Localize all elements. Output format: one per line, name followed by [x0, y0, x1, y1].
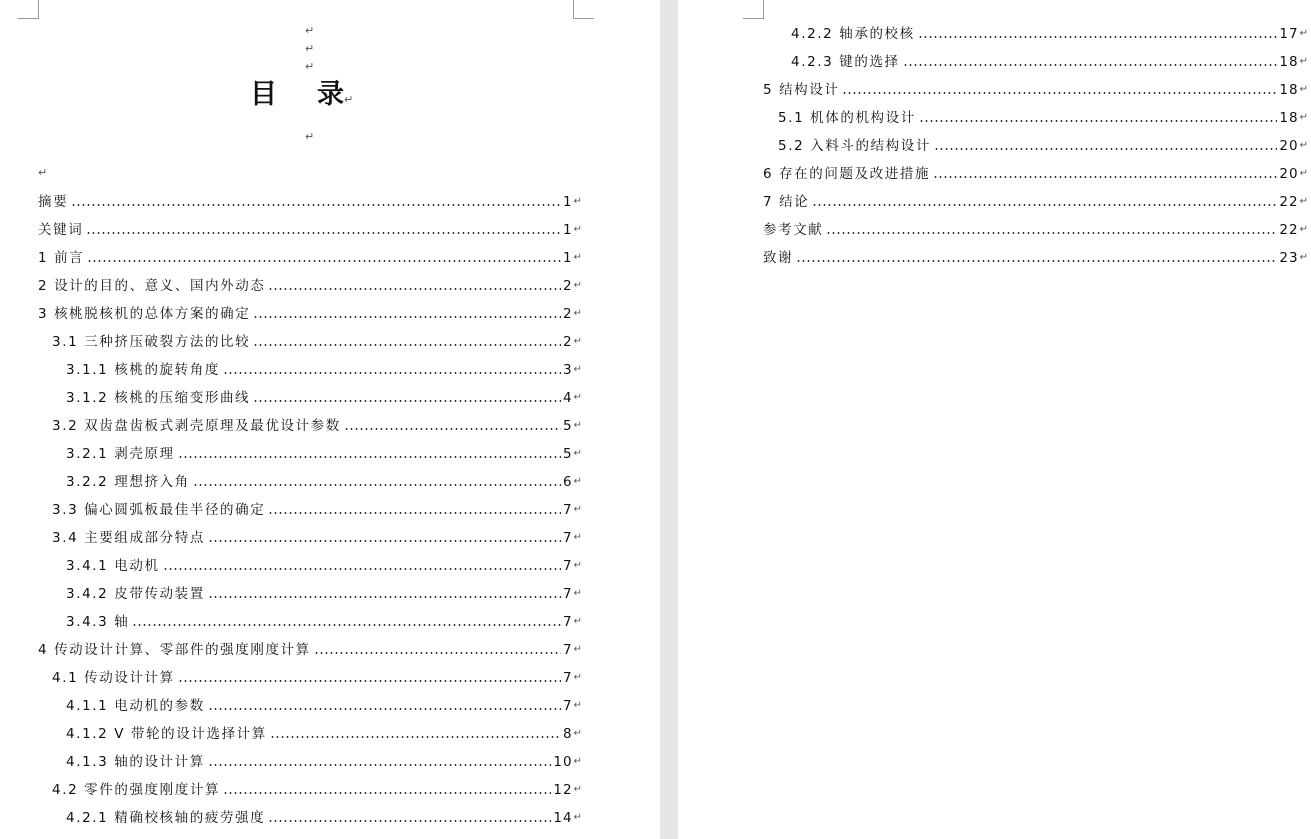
toc-dot-leader — [71, 203, 561, 207]
toc-entry[interactable] — [52, 501, 582, 519]
toc-entry-title: 3.4.2 皮带传动装置 — [66, 586, 205, 602]
toc-entry[interactable] — [38, 305, 582, 323]
toc-entry-page-number: 7 — [563, 642, 573, 658]
toc-entry-title: 3 核桃脱核机的总体方案的确定 — [38, 306, 251, 322]
toc-dot-leader — [268, 511, 561, 515]
toc-entry-title: 3.2.1 剥壳原理 — [66, 446, 175, 462]
paragraph-mark: ↵ — [573, 672, 582, 683]
toc-entry-page-number: 20 — [1279, 138, 1299, 154]
toc-entry-page-number: 2 — [563, 334, 573, 350]
toc-entry-title: 参考文献 — [763, 222, 824, 238]
paragraph-mark: ↵ — [573, 364, 582, 375]
paragraph-mark: ↵ — [573, 644, 582, 655]
paragraph-mark: ↵ — [573, 448, 582, 459]
toc-entry-page-number: 7 — [563, 530, 573, 546]
toc-title — [250, 78, 353, 117]
paragraph-mark: ↵ — [573, 700, 582, 711]
toc-entry[interactable] — [38, 641, 582, 659]
paragraph-mark: ↵ — [573, 336, 582, 347]
toc-entry[interactable] — [66, 725, 582, 743]
toc-entry-page-number: 7 — [563, 614, 573, 630]
toc-entry-page-number: 7 — [563, 698, 573, 714]
toc-entry[interactable] — [763, 221, 1308, 239]
paragraph-mark: ↵ — [573, 560, 582, 571]
toc-entry[interactable] — [66, 613, 582, 631]
toc-entry-page-number: 5 — [563, 446, 573, 462]
toc-entry-title: 致谢 — [763, 250, 794, 266]
toc-title-char: 录 — [317, 79, 344, 110]
toc-entry-title: 4 传动设计计算、零部件的强度刚度计算 — [38, 642, 311, 658]
toc-dot-leader — [223, 371, 561, 375]
toc-entry-title: 摘要 — [38, 194, 69, 210]
toc-entry[interactable] — [763, 193, 1308, 211]
toc-entry-title: 3.4 主要组成部分特点 — [52, 530, 205, 546]
paragraph-mark: ↵ — [1299, 84, 1308, 95]
toc-dot-leader — [268, 819, 551, 823]
toc-dot-leader — [208, 763, 552, 767]
toc-dot-leader — [826, 231, 1277, 235]
toc-dot-leader — [268, 287, 561, 291]
toc-entry-page-number: 3 — [563, 362, 573, 378]
toc-entry-page-number: 22 — [1279, 194, 1299, 210]
toc-dot-leader — [919, 119, 1278, 123]
paragraph-mark: ↵ — [305, 42, 315, 55]
toc-entry[interactable] — [38, 221, 582, 239]
paragraph-mark: ↵ — [573, 728, 582, 739]
toc-entry[interactable] — [66, 697, 582, 715]
toc-dot-leader — [178, 455, 561, 459]
paragraph-mark: ↵ — [573, 280, 582, 291]
toc-entry-title: 1 前言 — [38, 250, 85, 266]
toc-entry-title: 4.2.2 轴承的校核 — [791, 26, 915, 42]
toc-entry-title: 4.2 零件的强度刚度计算 — [52, 782, 221, 798]
toc-entry-page-number: 18 — [1279, 110, 1299, 126]
paragraph-mark: ↵ — [1299, 168, 1308, 179]
toc-entry[interactable] — [66, 361, 582, 379]
toc-entry[interactable] — [66, 809, 582, 827]
paragraph-mark: ↵ — [1299, 56, 1308, 67]
toc-entry-title: 3.3 偏心圆弧板最佳半径的确定 — [52, 502, 266, 518]
toc-entry-page-number: 23 — [1279, 250, 1299, 266]
toc-entry-page-number: 14 — [553, 810, 573, 826]
toc-entry-page-number: 1 — [563, 250, 573, 266]
toc-entry-page-number: 12 — [553, 782, 573, 798]
toc-entry-page-number: 2 — [563, 306, 573, 322]
toc-dot-leader — [208, 707, 561, 711]
toc-entry[interactable] — [763, 81, 1308, 99]
paragraph-mark: ↵ — [573, 252, 582, 263]
paragraph-mark: ↵ — [344, 93, 354, 106]
paragraph-mark: ↵ — [573, 588, 582, 599]
toc-entry-title: 6 存在的问题及改进措施 — [763, 166, 931, 182]
paragraph-mark: ↵ — [38, 166, 48, 179]
toc-entry-page-number: 18 — [1279, 54, 1299, 70]
toc-entry[interactable] — [38, 193, 582, 211]
toc-entry-title: 3.2.2 理想挤入角 — [66, 474, 190, 490]
toc-entry-title: 5 结构设计 — [763, 82, 840, 98]
toc-entry-page-number: 17 — [1279, 26, 1299, 42]
toc-entry-title: 5.1 机体的机构设计 — [778, 110, 916, 126]
paragraph-mark: ↵ — [573, 504, 582, 515]
toc-entry-title: 7 结论 — [763, 194, 810, 210]
toc-entry-page-number: 18 — [1279, 82, 1299, 98]
toc-entry[interactable] — [52, 781, 582, 799]
toc-entry-page-number: 6 — [563, 474, 573, 490]
toc-entry-title: 3.1 三种挤压破裂方法的比较 — [52, 334, 251, 350]
toc-entry[interactable] — [763, 249, 1308, 267]
toc-dot-leader — [812, 203, 1277, 207]
paragraph-mark: ↵ — [573, 224, 582, 235]
toc-entry-page-number: 7 — [563, 502, 573, 518]
toc-entry[interactable] — [52, 669, 582, 687]
toc-entry[interactable] — [778, 137, 1308, 155]
toc-entry[interactable] — [38, 277, 582, 295]
paragraph-mark: ↵ — [573, 616, 582, 627]
paragraph-mark: ↵ — [1299, 28, 1308, 39]
toc-dot-leader — [918, 35, 1278, 39]
toc-entry[interactable] — [52, 417, 582, 435]
paragraph-mark: ↵ — [573, 756, 582, 767]
toc-entry[interactable] — [66, 557, 582, 575]
toc-dot-leader — [87, 259, 561, 263]
toc-entry[interactable] — [66, 585, 582, 603]
page-corner-mark — [743, 0, 764, 19]
paragraph-mark: ↵ — [1299, 252, 1308, 263]
toc-entry-page-number: 1 — [563, 222, 573, 238]
toc-dot-leader — [163, 567, 561, 571]
toc-entry[interactable] — [66, 445, 582, 463]
paragraph-mark: ↵ — [305, 24, 315, 37]
toc-entry[interactable] — [791, 53, 1308, 71]
paragraph-mark: ↵ — [1299, 196, 1308, 207]
toc-dot-leader — [208, 595, 561, 599]
toc-dot-leader — [842, 91, 1277, 95]
toc-dot-leader — [253, 343, 561, 347]
paragraph-mark: ↵ — [573, 532, 582, 543]
toc-entry[interactable] — [66, 753, 582, 771]
toc-entry[interactable] — [763, 165, 1308, 183]
toc-entry[interactable] — [66, 473, 582, 491]
toc-dot-leader — [903, 63, 1278, 67]
paragraph-mark: ↵ — [1299, 224, 1308, 235]
page-corner-mark — [573, 0, 594, 19]
toc-entry-title: 4.1.1 电动机的参数 — [66, 698, 205, 714]
paragraph-mark: ↵ — [573, 308, 582, 319]
toc-dot-leader — [344, 427, 561, 431]
paragraph-mark: ↵ — [1299, 112, 1308, 123]
toc-dot-leader — [178, 679, 561, 683]
toc-entry-title: 5.2 入料斗的结构设计 — [778, 138, 931, 154]
toc-dot-leader — [253, 399, 561, 403]
toc-dot-leader — [796, 259, 1277, 263]
toc-entry[interactable] — [52, 529, 582, 547]
paragraph-mark: ↵ — [573, 392, 582, 403]
toc-entry[interactable] — [778, 109, 1308, 127]
paragraph-mark: ↵ — [573, 196, 582, 207]
toc-entry-title: 3.4.1 电动机 — [66, 558, 160, 574]
toc-entry-page-number: 1 — [563, 194, 573, 210]
toc-dot-leader — [193, 483, 561, 487]
toc-entry-title: 4.1 传动设计计算 — [52, 670, 175, 686]
toc-dot-leader — [270, 735, 561, 739]
toc-dot-leader — [253, 315, 561, 319]
toc-entry-page-number: 10 — [553, 754, 573, 770]
toc-entry-title: 4.2.1 精确校核轴的疲劳强度 — [66, 810, 266, 826]
toc-dot-leader — [934, 147, 1277, 151]
page-corner-mark — [18, 0, 39, 19]
toc-entry-title: 3.4.3 轴 — [66, 614, 130, 630]
toc-entry[interactable] — [38, 249, 582, 267]
paragraph-mark: ↵ — [573, 420, 582, 431]
toc-entry-page-number: 8 — [563, 726, 573, 742]
document-page-2[interactable] — [678, 0, 1311, 839]
paragraph-mark: ↵ — [573, 476, 582, 487]
toc-entry-title: 关键词 — [38, 222, 84, 238]
toc-dot-leader — [208, 539, 561, 543]
toc-entry-title: 3.1.1 核桃的旋转角度 — [66, 362, 220, 378]
toc-entry-title: 4.2.3 键的选择 — [791, 54, 900, 70]
toc-entry-page-number: 7 — [563, 558, 573, 574]
toc-entry-page-number: 22 — [1279, 222, 1299, 238]
toc-entry[interactable] — [791, 25, 1308, 43]
paragraph-mark: ↵ — [305, 60, 315, 73]
toc-dot-leader — [314, 651, 561, 655]
toc-entry-page-number: 7 — [563, 670, 573, 686]
toc-entry-page-number: 4 — [563, 390, 573, 406]
toc-entry-title: 2 设计的目的、意义、国内外动态 — [38, 278, 266, 294]
paragraph-mark: ↵ — [573, 784, 582, 795]
toc-entry-page-number: 5 — [563, 418, 573, 434]
toc-entry-title: 4.1.3 轴的设计计算 — [66, 754, 205, 770]
toc-entry-page-number: 7 — [563, 586, 573, 602]
paragraph-mark: ↵ — [305, 130, 315, 143]
toc-title-char: 目 — [250, 79, 277, 110]
paragraph-mark: ↵ — [1299, 140, 1308, 151]
toc-entry-page-number: 20 — [1279, 166, 1299, 182]
toc-entry[interactable] — [52, 333, 582, 351]
toc-entry-title: 3.2 双齿盘齿板式剥壳原理及最优设计参数 — [52, 418, 341, 434]
toc-dot-leader — [933, 175, 1277, 179]
toc-dot-leader — [86, 231, 561, 235]
toc-entry-title: 4.1.2 V 带轮的设计选择计算 — [66, 726, 267, 742]
paragraph-mark: ↵ — [573, 812, 582, 823]
toc-dot-leader — [132, 623, 561, 627]
toc-entry-title: 3.1.2 核桃的压缩变形曲线 — [66, 390, 251, 406]
toc-dot-leader — [223, 791, 551, 795]
toc-entry[interactable] — [66, 389, 582, 407]
toc-entry-page-number: 2 — [563, 278, 573, 294]
